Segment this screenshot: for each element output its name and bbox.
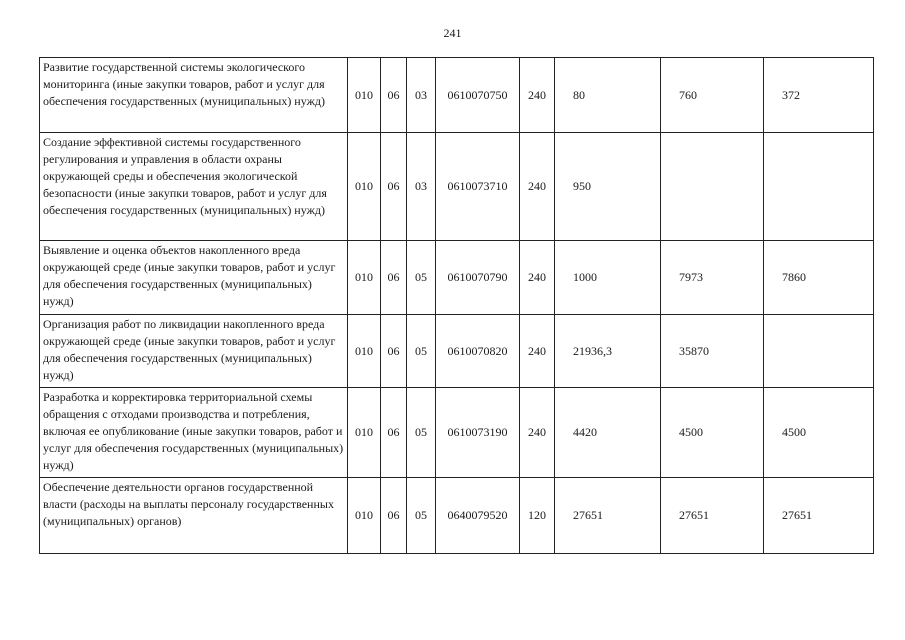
ministry-code-cell: 010 <box>348 58 381 133</box>
amount-3-cell: 372 <box>764 58 874 133</box>
expense-name-cell: Выявление и оценка объектов накопленного вреда окружающей среде (иные закупки товаров, работ и услуг для обеспечения государственных (муниципальных) нужд) <box>40 241 348 315</box>
section-code-cell: 06 <box>381 241 407 315</box>
target-article-cell: 0610073190 <box>436 388 520 478</box>
expense-type-cell: 240 <box>520 388 555 478</box>
expense-type-cell: 240 <box>520 58 555 133</box>
subsection-code-cell: 05 <box>407 315 436 388</box>
target-article-cell: 0610073710 <box>436 133 520 241</box>
target-article-cell: 0640079520 <box>436 478 520 554</box>
amount-1-cell: 27651 <box>555 478 661 554</box>
amount-3-cell: 7860 <box>764 241 874 315</box>
section-code-cell: 06 <box>381 478 407 554</box>
amount-3-cell <box>764 315 874 388</box>
amount-3-cell: 4500 <box>764 388 874 478</box>
expense-name-cell: Разработка и корректировка территориальной схемы обращения с отходами производства и потребления, включая ее опубликование (иные закупки товаров, работ и услуг для обеспечения государственных (муниципальных) нужд) <box>40 388 348 478</box>
expense-name-cell: Обеспечение деятельности органов государственной власти (расходы на выплаты персоналу государственных (муниципальных) органов) <box>40 478 348 554</box>
amount-1-cell: 80 <box>555 58 661 133</box>
section-code-cell: 06 <box>381 133 407 241</box>
expense-name-cell: Организация работ по ликвидации накопленного вреда окружающей среде (иные закупки товаров, работ и услуг для обеспечения государственных (муниципальных) нужд) <box>40 315 348 388</box>
section-code-cell: 06 <box>381 315 407 388</box>
subsection-code-cell: 05 <box>407 241 436 315</box>
section-code-cell: 06 <box>381 388 407 478</box>
ministry-code-cell: 010 <box>348 133 381 241</box>
amount-3-cell: 27651 <box>764 478 874 554</box>
ministry-code-cell: 010 <box>348 241 381 315</box>
expense-type-cell: 240 <box>520 315 555 388</box>
table-row <box>40 133 874 241</box>
amount-3-cell <box>764 133 874 241</box>
table-row <box>40 388 874 478</box>
subsection-code-cell: 03 <box>407 58 436 133</box>
target-article-cell: 0610070820 <box>436 315 520 388</box>
table-row <box>40 58 874 133</box>
amount-1-cell: 21936,3 <box>555 315 661 388</box>
expense-type-cell: 240 <box>520 241 555 315</box>
subsection-code-cell: 03 <box>407 133 436 241</box>
amount-2-cell: 760 <box>661 58 764 133</box>
amount-1-cell: 950 <box>555 133 661 241</box>
amount-2-cell: 4500 <box>661 388 764 478</box>
ministry-code-cell: 010 <box>348 388 381 478</box>
expense-name-cell: Развитие государственной системы экологического мониторинга (иные закупки товаров, работ и услуг для обеспечения государственных (муниципальных) нужд) <box>40 58 348 133</box>
target-article-cell: 0610070750 <box>436 58 520 133</box>
amount-2-cell: 35870 <box>661 315 764 388</box>
table-row <box>40 315 874 388</box>
table-row <box>40 478 874 554</box>
page-number: 241 <box>443 26 462 40</box>
expense-type-cell: 240 <box>520 133 555 241</box>
amount-2-cell: 7973 <box>661 241 764 315</box>
section-code-cell: 06 <box>381 58 407 133</box>
amount-2-cell <box>661 133 764 241</box>
subsection-code-cell: 05 <box>407 388 436 478</box>
amount-1-cell: 4420 <box>555 388 661 478</box>
amount-1-cell: 1000 <box>555 241 661 315</box>
target-article-cell: 0610070790 <box>436 241 520 315</box>
expense-type-cell: 120 <box>520 478 555 554</box>
ministry-code-cell: 010 <box>348 315 381 388</box>
ministry-code-cell: 010 <box>348 478 381 554</box>
amount-2-cell: 27651 <box>661 478 764 554</box>
subsection-code-cell: 05 <box>407 478 436 554</box>
budget-table <box>39 57 874 554</box>
expense-name-cell: Создание эффективной системы государственного регулирования и управления в области охраны окружающей среды и обеспечения экологической безопасности (иные закупки товаров, работ и услуг для обеспечения государственных (муниципальных) нужд) <box>40 133 348 241</box>
table-row <box>40 241 874 315</box>
